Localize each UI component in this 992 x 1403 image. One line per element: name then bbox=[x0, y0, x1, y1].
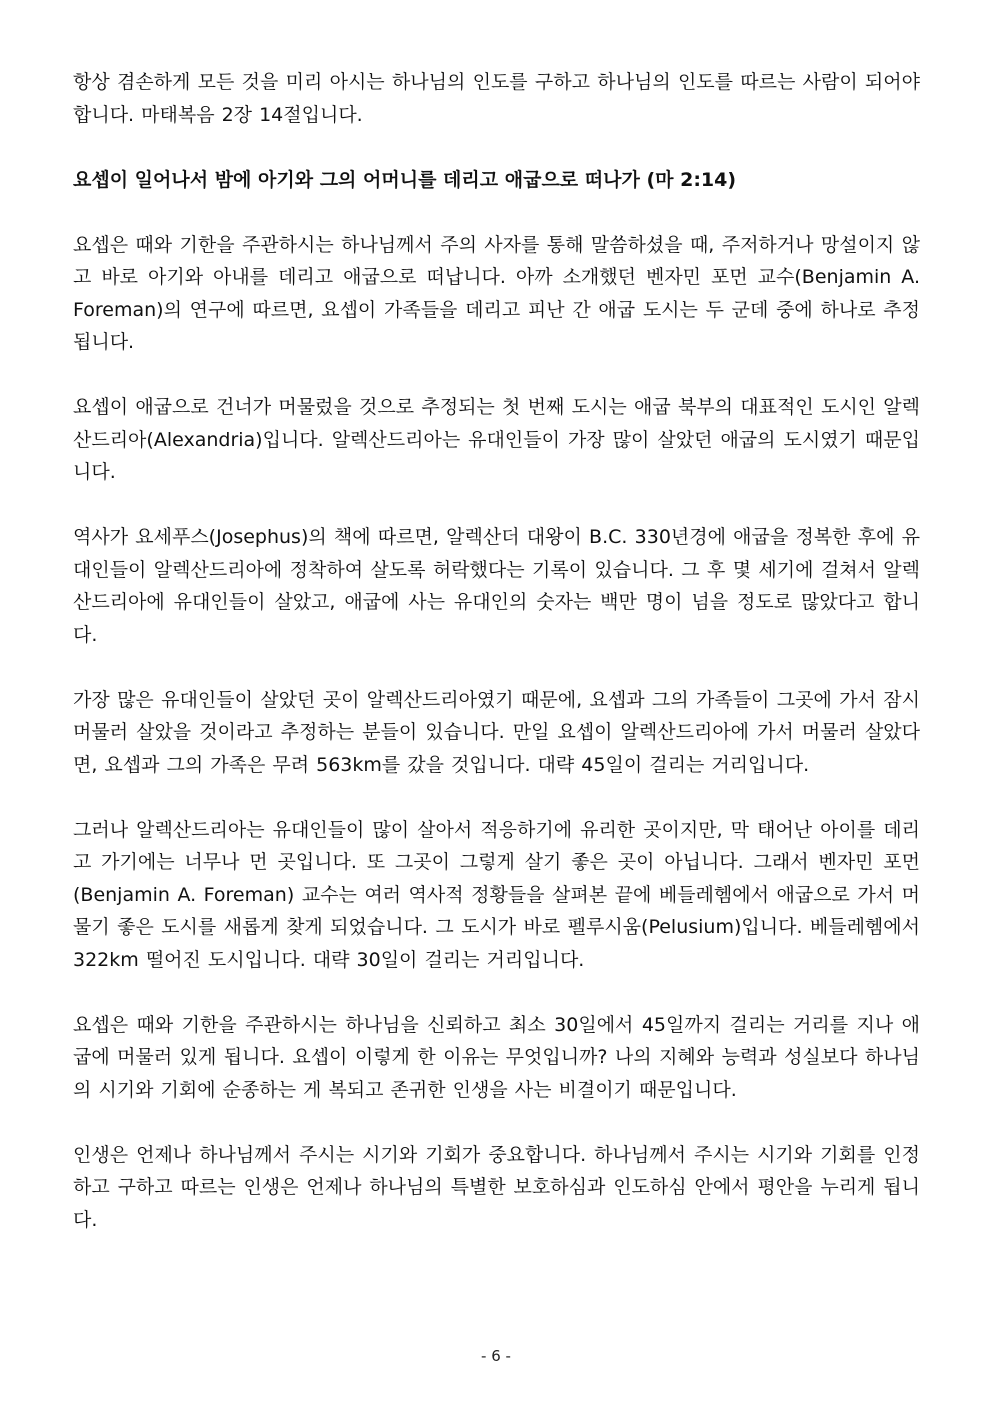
body-paragraph-6: 요셉은 때와 기한을 주관하시는 하나님을 신뢰하고 최소 30일에서 45일까지 걸리는 거리를 지나 애굽에 머물러 있게 됩니다. 요셉이 이렇게 한 이유는 무엇입니까? 나의 지혜와 능력과 성실보다 하나님의 시기와 기회에 순종하는 게 복되고 존귀한 인생을 사는 비결이기 때문입니다. bbox=[73, 1013, 920, 1101]
intro-paragraph: 항상 겸손하게 모든 것을 미리 아시는 하나님의 인도를 구하고 하나님의 인도를 따르는 사람이 되어야 합니다. 마태복음 2장 14절입니다. bbox=[73, 71, 920, 126]
body-paragraph-1: 요셉은 때와 기한을 주관하시는 하나님께서 주의 사자를 통해 말씀하셨을 때, 주저하거나 망설이지 않고 바로 아기와 아내를 데리고 애굽으로 떠납니다. 아까 소개했던 벤자민 포먼 교수(Benjamin A. Foreman)의 연구에 따르면, 요셉이 가족들을 데리고 피난 간 애굽 도시는 두 군데 중에 하나로 추정됩니다. bbox=[73, 233, 920, 353]
body-paragraph-3: 역사가 요세푸스(Josephus)의 책에 따르면, 알렉산더 대왕이 B.C. 330년경에 애굽을 정복한 후에 유대인들이 알렉산드리아에 정착하여 살도록 허락했다는 기록이 있습니다. 그 후 몇 세기에 걸쳐서 알렉산드리아에 유대인들이 살았고, 애굽에 사는 유대인의 숫자는 백만 명이 넘을 정도로 많았다고 합니다. bbox=[73, 526, 920, 646]
body-paragraph-4: 가장 많은 유대인들이 살았던 곳이 알렉산드리아였기 때문에, 요셉과 그의 가족들이 그곳에 가서 잠시 머물러 살았을 것이라고 추정하는 분들이 있습니다. 만일 요셉이 알렉산드리아에 가서 머물러 살았다면, 요셉과 그의 가족은 무려 563km를 갔을 것입니다. 대략 45일이 걸리는 거리입니다. bbox=[73, 688, 920, 776]
body-paragraph-7: 인생은 언제나 하나님께서 주시는 시기와 기회가 중요합니다. 하나님께서 주시는 시기와 기회를 인정하고 구하고 따르는 인생은 언제나 하나님의 특별한 보호하심과 인도하심 안에서 평안을 누리게 됩니다. bbox=[73, 1143, 920, 1231]
section-heading: 요셉이 일어나서 밤에 아기와 그의 어머니를 데리고 애굽으로 떠나가 (마 2:14) bbox=[73, 168, 737, 191]
page-number: - 6 - bbox=[481, 1347, 511, 1365]
body-paragraph-5: 그러나 알렉산드리아는 유대인들이 많이 살아서 적응하기에 유리한 곳이지만, 막 태어난 아이를 데리고 가기에는 너무나 먼 곳입니다. 또 그곳이 그렇게 살기 좋은 곳이 아닙니다. 그래서 벤자민 포먼(Benjamin A. Foreman) 교수는 여러 역사적 정황들을 살펴본 끝에 베들레헴에서 애굽으로 가서 머물기 좋은 도시를 새롭게 찾게 되었습니다. 그 도시가 바로 펠루시움(Pelusium)입니다. 베들레헴에서 322km 떨어진 도시입니다. 대략 30일이 걸리는 거리입니다. bbox=[73, 818, 920, 971]
body-paragraph-2: 요셉이 애굽으로 건너가 머물렀을 것으로 추정되는 첫 번째 도시는 애굽 북부의 대표적인 도시인 알렉산드리아(Alexandria)입니다. 알렉산드리아는 유대인들이 가장 많이 살았던 애굽의 도시였기 때문입니다. bbox=[73, 396, 920, 483]
